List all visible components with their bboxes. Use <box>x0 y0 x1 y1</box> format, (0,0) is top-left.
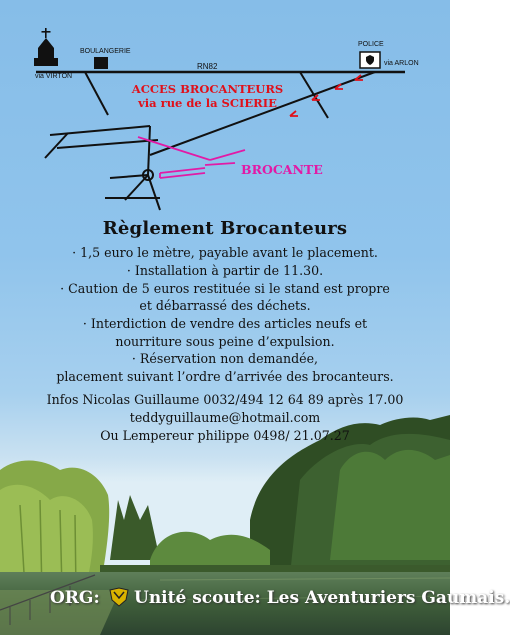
access-map <box>0 0 450 220</box>
access-title <box>120 82 295 110</box>
contact-line-1: Infos Nicolas Guillaume 0032/494 12 64 89 après 17.00 <box>46 392 404 407</box>
bakery-icon <box>94 57 108 69</box>
org-prefix: ORG: <box>50 588 100 608</box>
road-label: RN82 <box>197 62 218 71</box>
brocante-label: BROCANTE <box>241 162 323 177</box>
rule-line: · 1,5 euro le mètre, payable avant le placement. <box>72 245 378 260</box>
rule-line: · Caution de 5 euros restituée si le stand est propre <box>60 281 390 296</box>
scout-emblem-icon <box>108 586 130 608</box>
access-line-2: via rue de la SCIERIE <box>138 96 277 110</box>
contact-line-3: Ou Lempereur philippe 0498/ 21.07.27 <box>100 428 350 443</box>
church-label: via VIRTON <box>35 73 73 80</box>
brocante-area <box>138 137 245 178</box>
rule-line: · Interdiction de vendre des articles neufs et <box>82 316 368 331</box>
contact-email: teddyguillaume@hotmail.com <box>129 410 321 425</box>
police-icon <box>360 52 380 68</box>
rules-title: Règlement Brocanteurs <box>102 218 348 239</box>
org-name: Unité scoute: Les Aventuriers Gaumais. <box>134 588 510 608</box>
rule-line: et débarrassé des déchets. <box>139 298 311 313</box>
church-icon <box>34 28 58 66</box>
rule-line: · Réservation non demandée, <box>131 351 319 366</box>
rule-line: · Installation à partir de 11.30. <box>126 263 324 278</box>
rule-line: placement suivant l’ordre d’arrivée des brocanteurs. <box>56 369 394 384</box>
police-label: POLICE <box>358 41 384 48</box>
access-line-1: ACCES BROCANTEURS <box>131 82 284 96</box>
bakery-label: BOULANGERIE <box>80 48 131 55</box>
arlon-label: via ARLON <box>384 60 419 67</box>
rule-line: nourriture sous peine d’expulsion. <box>115 334 335 349</box>
